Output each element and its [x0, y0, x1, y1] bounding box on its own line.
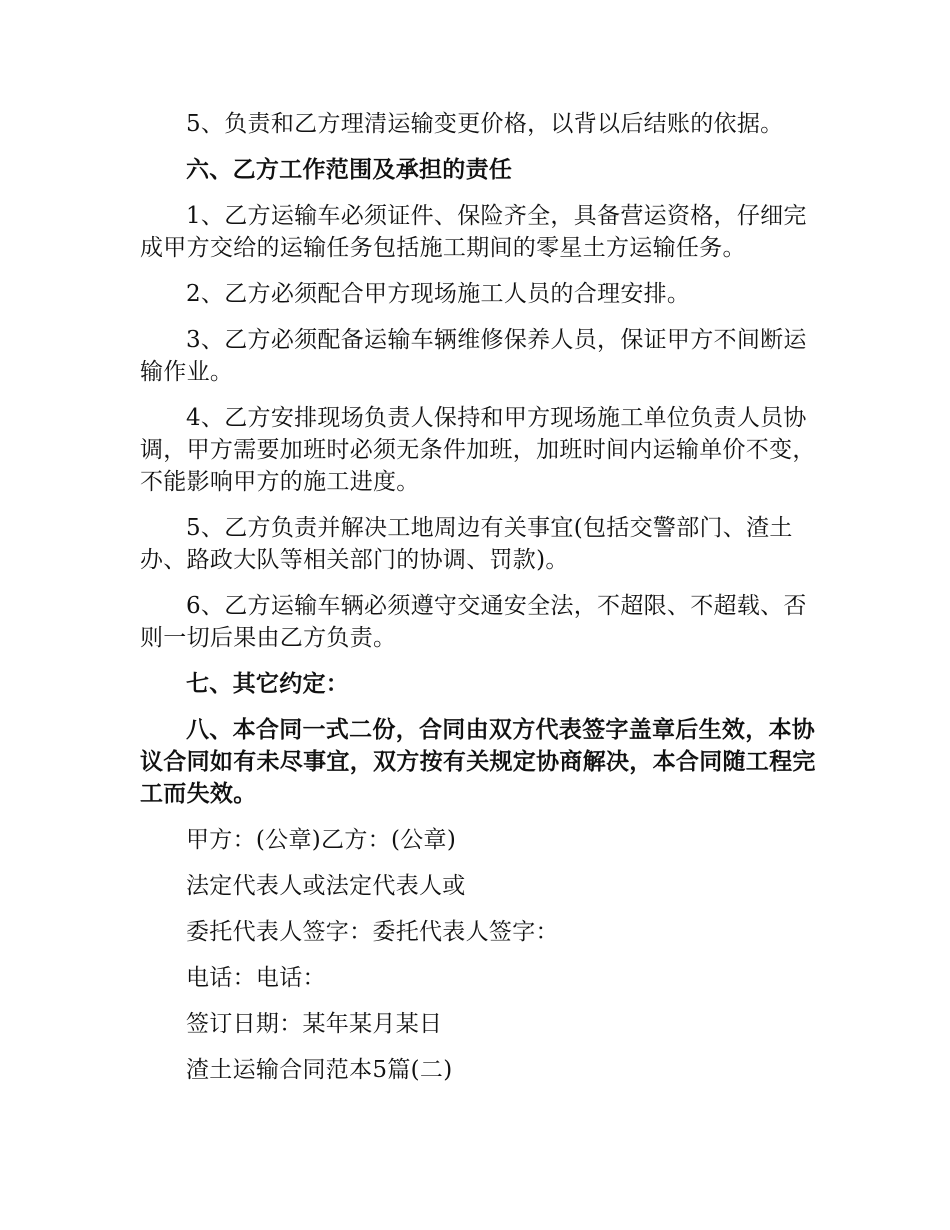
signature-legal-rep-line: 法定代表人或法定代表人或 — [186, 873, 466, 899]
signature-date-line: 签订日期：某年某月某日 — [186, 1011, 443, 1037]
signature-phone-line: 电话：电话： — [186, 965, 326, 991]
paragraph-party-b-item-5: 5、乙方负责并解决工地周边有关事宜(包括交警部门、渣土办、路政大队等相关部门的协调、罚款)。 — [140, 515, 793, 573]
signature-proxy-line: 委托代表人签字：委托代表人签字： — [186, 919, 559, 945]
paragraph-item-5-obligation: 5、负责和乙方理清运输变更价格，以背以后结账的依据。 — [186, 111, 784, 137]
section-heading-7: 七、其它约定： — [186, 670, 350, 697]
section-heading-8: 八、本合同一式二份，合同由双方代表签字盖章后生效，本协议合同如有未尽事宜，双方按有关规定协商解决，本合同随工程完工而失效。 — [140, 716, 816, 807]
paragraph-party-b-item-6: 6、乙方运输车辆必须遵守交通安全法，不超限、不超载、否则一切后果由乙方负责。 — [140, 593, 807, 651]
document-body — [140, 108, 830, 1100]
paragraph-party-b-item-1: 1、乙方运输车必须证件、保险齐全，具备营运资格，仔细完成甲方交给的运输任务包括施工期间的零星土方运输任务。 — [140, 203, 807, 261]
next-document-title: 渣土运输合同范本5篇(二) — [186, 1057, 453, 1083]
paragraph-party-b-item-4: 4、乙方安排现场负责人保持和甲方现场施工单位负责人员协调，甲方需要加班时必须无条件加班，加班时间内运输单价不变，不能影响甲方的施工进度。 — [140, 405, 816, 495]
section-heading-6: 六、乙方工作范围及承担的责任 — [186, 156, 513, 183]
paragraph-party-b-item-2: 2、乙方必须配合甲方现场施工人员的合理安排。 — [186, 281, 691, 307]
signature-seal-line: 甲方：(公章)乙方：(公章) — [186, 827, 457, 853]
paragraph-party-b-item-3: 3、乙方必须配备运输车辆维修保养人员，保证甲方不间断运输作业。 — [140, 327, 807, 385]
